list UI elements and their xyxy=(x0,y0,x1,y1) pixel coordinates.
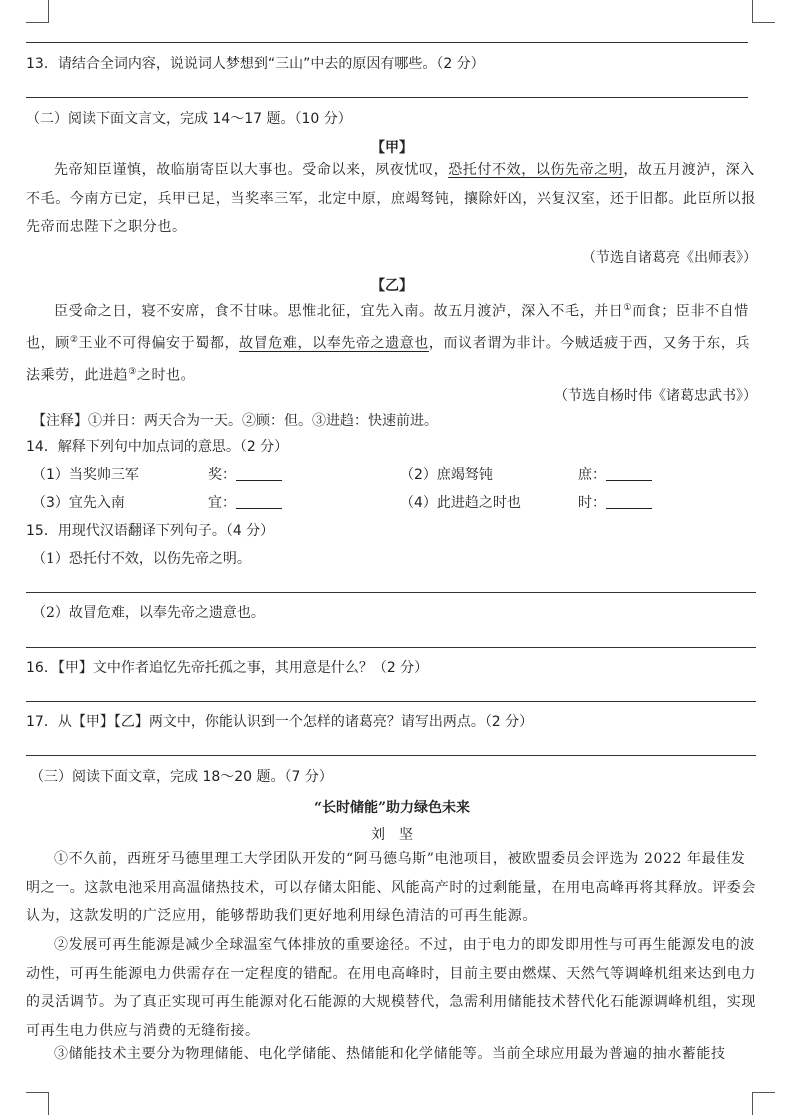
yi-source: （节选自杨时伟《诸葛忠武书》） xyxy=(554,388,757,404)
article-paragraph-2: ②发展可再生能源是减少全球温室气体排放的重要途径。不过，由于电力的即发即用性与可再生能源发电的波动性，可再生能源电力供需存在一定程度的错配。在用电高峰时，目前主要由燃煤、天然气等调峰机组来达到电力的灵活调节。为了真正实现可再生能源对化石能源的大规模替代，急需利用储能技术替代化石能源调峰机组，实现可再生电力供应与消费的无缝衔接。 xyxy=(26,937,756,1039)
yi-text: 之时也。 xyxy=(136,367,196,384)
question-17: 17．从【甲】【乙】两文中，你能认识到一个怎样的诸葛亮？请写出两点。（2 分） xyxy=(26,714,534,730)
jia-source: （节选自诸葛亮《出师表》） xyxy=(582,250,757,266)
section-2-heading: （二）阅读下面文言文，完成 14～17 题。（10 分） xyxy=(26,111,352,127)
q14-answer-2[interactable] xyxy=(578,464,652,484)
q14-item-3: （3）宜先入南 xyxy=(32,495,125,511)
q14-answer-3[interactable] xyxy=(208,492,282,512)
answer-line xyxy=(26,592,756,593)
yi-underlined-sentence: 故冒危难，以奉先帝之遗意也 xyxy=(239,335,429,352)
q14-item-1: （1）当奖帅三军 xyxy=(32,467,139,483)
answer-line xyxy=(26,42,748,43)
annotation-notes: 【注释】①并日：两天合为一天。②顾：但。③进趋：快速前进。 xyxy=(32,413,438,429)
crop-mark-bottom-right xyxy=(752,1092,775,1115)
article-author: 刘 坚 xyxy=(371,827,413,843)
article-paragraph-1: ①不久前，西班牙马德里理工大学团队开发的“阿马德乌斯”电池项目，被欧盟委员会评选为 2022 年最佳发明之一。这款电池采用高温储热技术，可以存储太阳能、风能高产时的过剩能量，在用电高峰再将其释放。评委会认为，这款发明的广泛应用，能够帮助我们更好地利用绿色清洁的可再生能源。 xyxy=(26,851,756,924)
question-14: 14．解释下列句中加点词的意思。（2 分） xyxy=(26,439,289,455)
answer-line xyxy=(26,97,748,98)
crop-mark-bottom-left xyxy=(26,1092,49,1115)
answer-line xyxy=(26,755,756,756)
footnote-marker: ② xyxy=(69,335,79,346)
question-16: 16．【甲】文中作者追忆先帝托孤之事，其用意是什么？（2 分） xyxy=(26,660,429,676)
article-title: “长时储能”助力绿色未来 xyxy=(313,800,471,816)
q15-sentence-1: （1）恐托付不效，以伤先帝之明。 xyxy=(32,551,251,567)
section-3-heading: （三）阅读下面文章，完成 18～20 题。（7 分） xyxy=(30,769,333,785)
yi-text: 王业不可得偏安于蜀都， xyxy=(78,335,240,352)
q14-word-label: 时： xyxy=(578,495,606,511)
article-paragraph-3: ③储能技术主要分为物理储能、电化学储能、热储能和化学储能等。当前全球应用最为普遍的抽水蓄能技 xyxy=(54,1046,726,1062)
footnote-marker: ③ xyxy=(128,367,137,378)
yi-passage xyxy=(26,294,758,390)
q15-sentence-2: （2）故冒危难，以奉先帝之遗意也。 xyxy=(32,605,265,621)
question-15: 15．用现代汉语翻译下列句子。（4 分） xyxy=(26,523,275,539)
blank-line xyxy=(606,466,652,481)
blank-line xyxy=(606,494,652,509)
jia-title: 【甲】 xyxy=(371,140,413,156)
jia-text: 先帝知臣谨慎，故临崩寄臣以大事也。受命以来，夙夜忧叹， xyxy=(54,162,449,178)
q14-answer-4[interactable] xyxy=(578,492,652,512)
q14-item-4: （4）此进趋之时也 xyxy=(400,495,521,511)
q14-word-label: 宜： xyxy=(208,495,236,511)
answer-line xyxy=(26,647,756,648)
answer-line xyxy=(26,701,756,702)
crop-mark-top-right xyxy=(752,0,775,23)
q14-word-label: 庶： xyxy=(578,467,606,483)
yi-title: 【乙】 xyxy=(371,278,413,294)
footnote-marker: ① xyxy=(623,303,633,313)
jia-underlined-sentence: 恐托付不效，以伤先帝之明 xyxy=(448,162,624,178)
question-13: 13．请结合全词内容，说说词人梦想到“三山”中去的原因有哪些。（2 分） xyxy=(26,56,485,72)
yi-text: ，而议者谓为非计。今贼适疲于西，又务于东，兵法乘劳，此进趋 xyxy=(26,335,751,384)
yi-text: 而食；臣非不自惜也，顾 xyxy=(26,303,749,352)
q14-word-label: 奖： xyxy=(208,467,236,483)
q14-answer-1[interactable] xyxy=(208,464,282,484)
yi-text: 臣受命之日，寝不安席，食不甘味。思惟北征，宜先入南。故五月渡泸，深入不毛，并日 xyxy=(54,303,624,320)
blank-line xyxy=(236,494,282,509)
blank-line xyxy=(236,466,282,481)
crop-mark-top-left xyxy=(26,0,49,23)
jia-passage xyxy=(26,156,758,242)
jia-text: ，故五月渡泸，深入不毛。今南方已定，兵甲已足，当奖率三军，北定中原，庶竭驽钝，攘除奸凶，兴复汉室，还于旧都。此臣所以报先帝而忠陛下之职分也。 xyxy=(26,162,756,235)
q14-item-2: （2）庶竭驽钝 xyxy=(400,467,493,483)
